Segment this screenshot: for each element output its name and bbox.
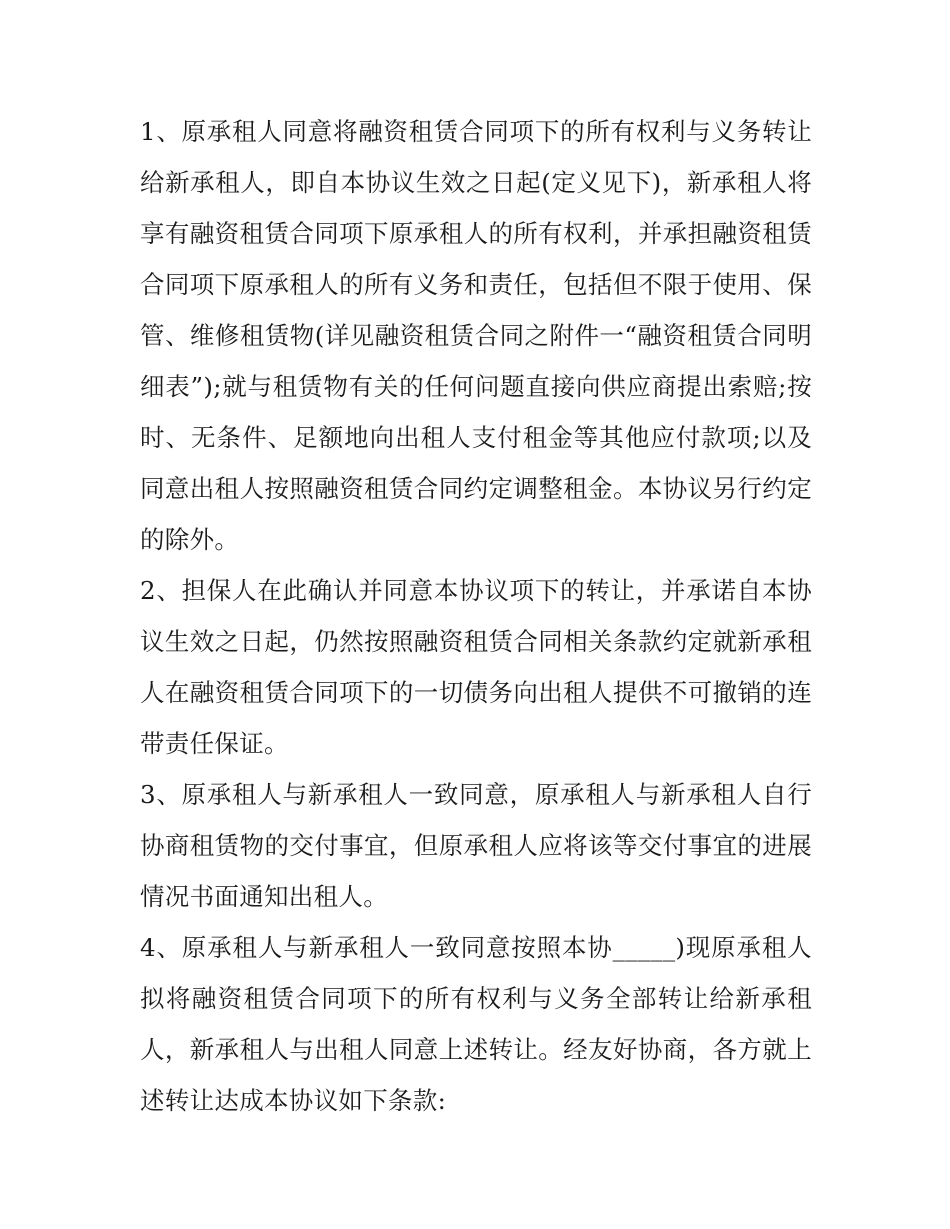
clause-4: 4、原承租人与新承租人一致同意按照本协_____)现原承租人拟将融资租赁合同项下的所有权利与义务全部转让给新承租人，新承租人与出租人同意上述转让。经友好协商，各方就上述转让达成本协议如下条款:	[140, 933, 812, 1115]
clause-1: 1、原承租人同意将融资租赁合同项下的所有权利与义务转让给新承租人，即自本协议生效之日起(定义见下)，新承租人将享有融资租赁合同项下原承租人的所有权利，并承担融资租赁合同项下原承租人的所有义务和责任，包括但不限于使用、保管、维修租赁物(详见融资租赁合同之附件一“融资租赁合同明细表”);就与租赁物有关的任何问题直接向供应商提出索赔;按时、无条件、足额地向出租人支付租金等其他应付款项;以及同意出租人按照融资租赁合同约定调整租金。本协议另行约定的除外。	[140, 117, 812, 554]
clause-3: 3、原承租人与新承租人一致同意，原承租人与新承租人自行协商租赁物的交付事宜，但原承租人应将该等交付事宜的进展情况书面通知出租人。	[140, 780, 812, 911]
clause-2: 2、担保人在此确认并同意本协议项下的转让，并承诺自本协议生效之日起，仍然按照融资租赁合同相关条款约定就新承租人在融资租赁合同项下的一切债务向出租人提供不可撤销的连带责任保证。	[140, 576, 812, 758]
document-body	[140, 106, 812, 1126]
